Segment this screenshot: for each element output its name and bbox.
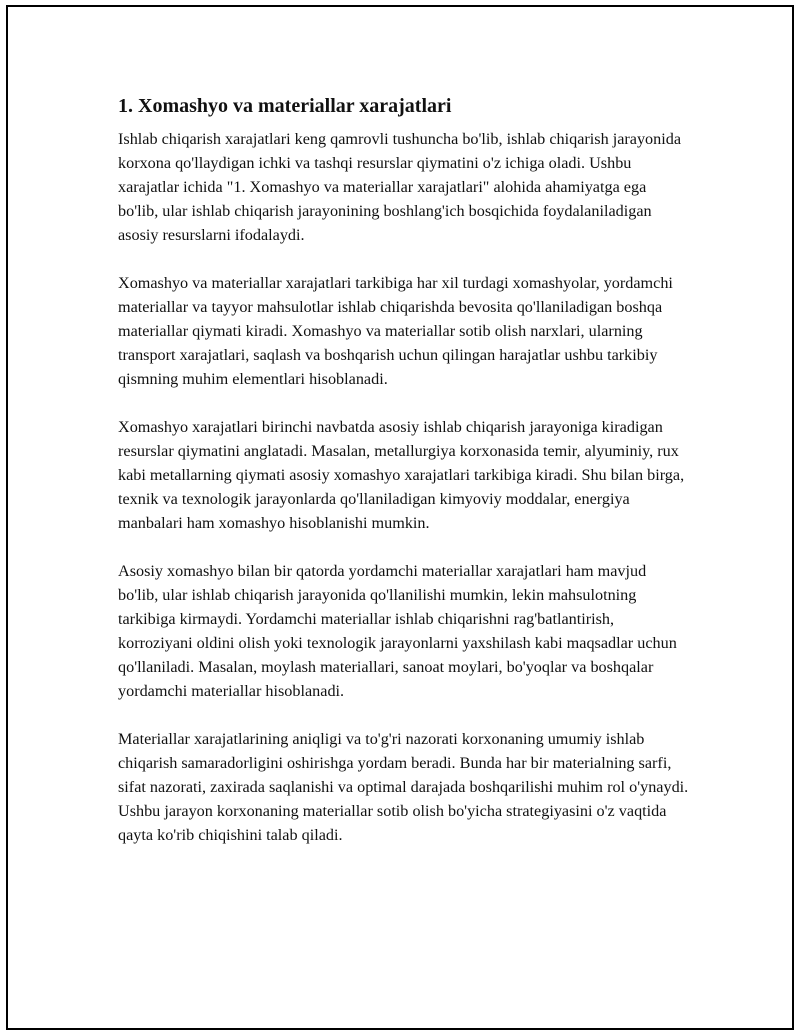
document-title: 1. Xomashyo va materiallar xarajatlari (118, 95, 452, 117)
document-body (118, 92, 690, 871)
paragraph-4: Asosiy xomashyo bilan bir qatorda yordamchi materiallar xarajatlari ham mavjud bo'lib, ular ishlab chiqarish jarayonida qo'llanilishi mumkin, lekin mahsulotning tarkibiga kirmaydi. Yordamchi materiallar ishlab chiqarishni rag'batlantirish, korroziyani oldini olish yoki texnologik jarayonlarni yaxshilash kabi maqsadlar uchun qo'llaniladi. Masalan, moylash materiallari, sanoat moylari, bo'yoqlar va boshqalar yordamchi materiallar hisoblanadi. (118, 562, 677, 700)
paragraph-1: Ishlab chiqarish xarajatlari keng qamrovli tushuncha bo'lib, ishlab chiqarish jarayonida korxona qo'llaydigan ichki va tashqi resurslar qiymatini o'z ichiga oladi. Ushbu xarajatlar ichida "1. Xomashyo va materiallar xarajatlari" alohida ahamiyatga ega bo'lib, ular ishlab chiqarish jarayonining boshlang'ich bosqichida foydalaniladigan asosiy resurslarni ifodalaydi. (118, 130, 682, 244)
paragraph-2: Xomashyo va materiallar xarajatlari tarkibiga har xil turdagi xomashyolar, yordamchi materiallar va tayyor mahsulotlar ishlab chiqarishda bevosita qo'llaniladigan boshqa materiallar qiymati kiradi. Xomashyo va materiallar sotib olish narxlari, ularning transport xarajatlari, saqlash va boshqarish uchun qilingan harajatlar ushbu tarkibiy qismning muhim elementlari hisoblanadi. (118, 274, 673, 388)
paragraph-3: Xomashyo xarajatlari birinchi navbatda asosiy ishlab chiqarish jarayoniga kiradigan resurslar qiymatini anglatadi. Masalan, metallurgiya korxonasida temir, alyuminiy, rux kabi metallarning qiymati asosiy xomashyo xarajatlari tarkibiga kiradi. Shu bilan birga, texnik va texnologik jarayonlarda qo'llaniladigan kimyoviy moddalar, energiya manbalari ham xomashyo hisoblanishi mumkin. (118, 418, 685, 532)
paragraph-5: Materiallar xarajatlarining aniqligi va to'g'ri nazorati korxonaning umumiy ishlab chiqarish samaradorligini oshirishga yordam beradi. Bunda har bir materialning sarfi, sifat nazorati, zaxirada saqlanishi va optimal darajada boshqarilishi muhim rol o'ynaydi. Ushbu jarayon korxonaning materiallar sotib olish bo'yicha strategiyasini o'z vaqtida qayta ko'rib chiqishini talab qiladi. (118, 730, 689, 844)
